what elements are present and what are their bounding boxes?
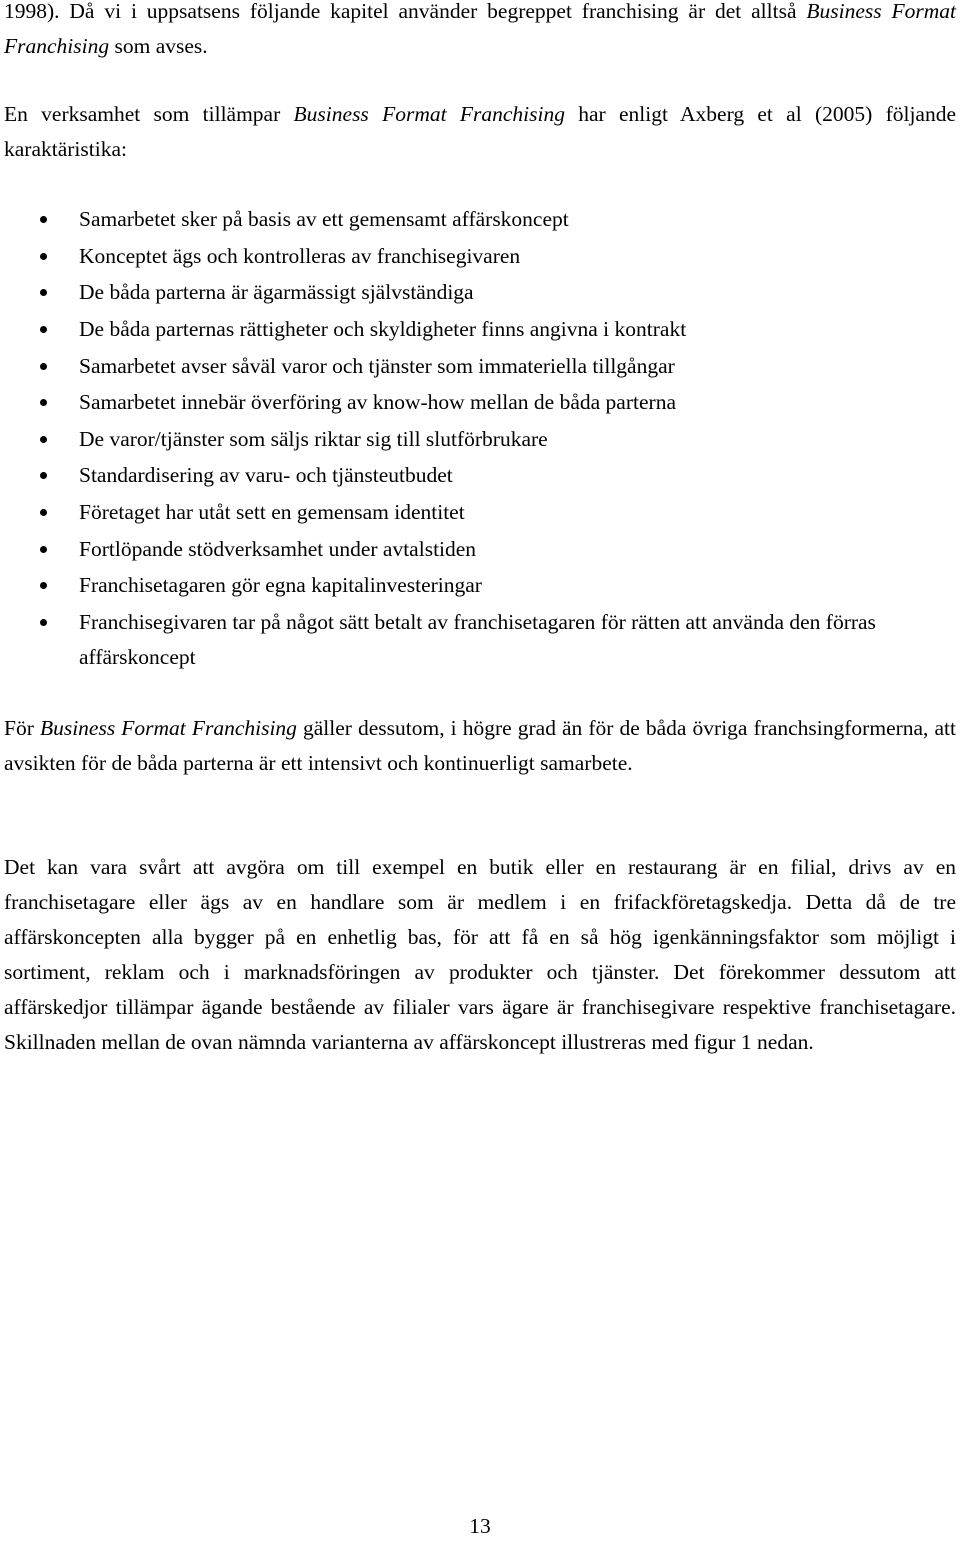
list-item-text: Samarbetet avser såväl varor och tjänster som immateriella tillgångar xyxy=(79,353,675,378)
paragraph-text: som avses. xyxy=(109,34,208,58)
bullet-icon xyxy=(40,253,47,260)
list-item-text: Fortlöpande stödverksamhet under avtalstiden xyxy=(79,536,477,561)
paragraph-continuation xyxy=(4,0,956,64)
list-item xyxy=(0,312,960,347)
bullet-icon xyxy=(40,509,47,516)
list-item-text: Företaget har utåt sett en gemensam identitet xyxy=(79,500,465,525)
page-number: 13 xyxy=(469,1514,491,1538)
bullet-icon xyxy=(40,436,47,443)
bullet-icon xyxy=(40,216,47,223)
list-item xyxy=(0,495,960,530)
list-item xyxy=(0,275,960,310)
paragraph-text: 1998). Då vi i uppsatsens följande kapitel använder begreppet franchising är det alltså xyxy=(4,0,807,23)
italic-term: Business Format Franchising xyxy=(293,102,565,126)
characteristics-list xyxy=(0,202,960,677)
list-item-text: Samarbetet sker på basis av ett gemensamt affärskoncept xyxy=(79,207,569,231)
bullet-icon xyxy=(40,326,47,333)
italic-term: Business Format Franchising xyxy=(39,716,297,740)
list-item-text: De båda parterna är ägarmässigt självständiga xyxy=(79,280,474,305)
italic-term: Business Format Franchising xyxy=(4,0,956,58)
bullet-icon xyxy=(40,619,47,626)
bullet-icon xyxy=(40,363,47,370)
list-item-text: Franchisegivaren tar på något sätt betalt av franchisetagaren för rätten att använda den förras affärskoncept xyxy=(79,610,876,670)
list-item xyxy=(0,532,960,567)
bullet-icon xyxy=(40,472,47,479)
paragraph-text: Det kan vara svårt att avgöra om till exempel en butik eller en restaurang är en filial, drivs av en franchisetagare eller ägs av en handlare som är medlem i en frifackföretagskedja. Detta då de tre affärskoncepten alla bygger på en enhetlig bas, för att få en så hög igenkänningsfaktor som möjligt i sortiment, reklam och i marknadsföringen av produkter och tjänster. Det förekommer dessutom att affärskedjor tillämpar ägande bestående av filialer vars ägare är franchisegivare respektive franchisetagare. Skillnaden mellan de ovan nämnda varianterna av affärskoncept illustreras med figur 1 nedan. xyxy=(4,855,956,1054)
list-item xyxy=(0,239,960,274)
bullet-icon xyxy=(40,399,47,406)
list-item xyxy=(0,458,960,493)
list-item-text: Standardisering av varu- och tjänsteutbudet xyxy=(79,463,453,488)
paragraph-intro xyxy=(4,97,956,167)
bullet-icon xyxy=(40,546,47,553)
paragraph-text: En verksamhet som tillämpar xyxy=(4,102,294,126)
paragraph-text: gäller dessutom, i högre grad än för de båda övriga franchsingformerna, att avsikten för de båda parterna är ett intensivt och kontinuerligt samarbete. xyxy=(4,716,956,775)
bullet-icon xyxy=(40,582,47,589)
list-item xyxy=(0,605,960,675)
list-item xyxy=(0,385,960,420)
list-item xyxy=(0,349,960,384)
list-item-text: Samarbetet innebär överföring av know-how mellan de båda parterna xyxy=(79,390,676,415)
list-item-text: De båda parternas rättigheter och skyldigheter finns angivna i kontrakt xyxy=(79,316,687,341)
list-item xyxy=(0,568,960,603)
paragraph-text: För xyxy=(4,716,40,740)
list-item-text: Konceptet ägs och kontrolleras av franchisegivaren xyxy=(79,243,521,268)
list-item-text: De varor/tjänster som säljs riktar sig till slutförbrukare xyxy=(79,426,548,451)
list-item xyxy=(0,422,960,457)
list-item-text: Franchisetagaren gör egna kapitalinvesteringar xyxy=(79,573,482,598)
bullet-icon xyxy=(40,289,47,296)
paragraph-bfs xyxy=(4,711,956,781)
paragraph-text: har enligt Axberg et al (2005) följande karaktäristika: xyxy=(4,102,957,161)
list-item xyxy=(0,202,960,237)
paragraph-comparison xyxy=(4,850,956,1060)
